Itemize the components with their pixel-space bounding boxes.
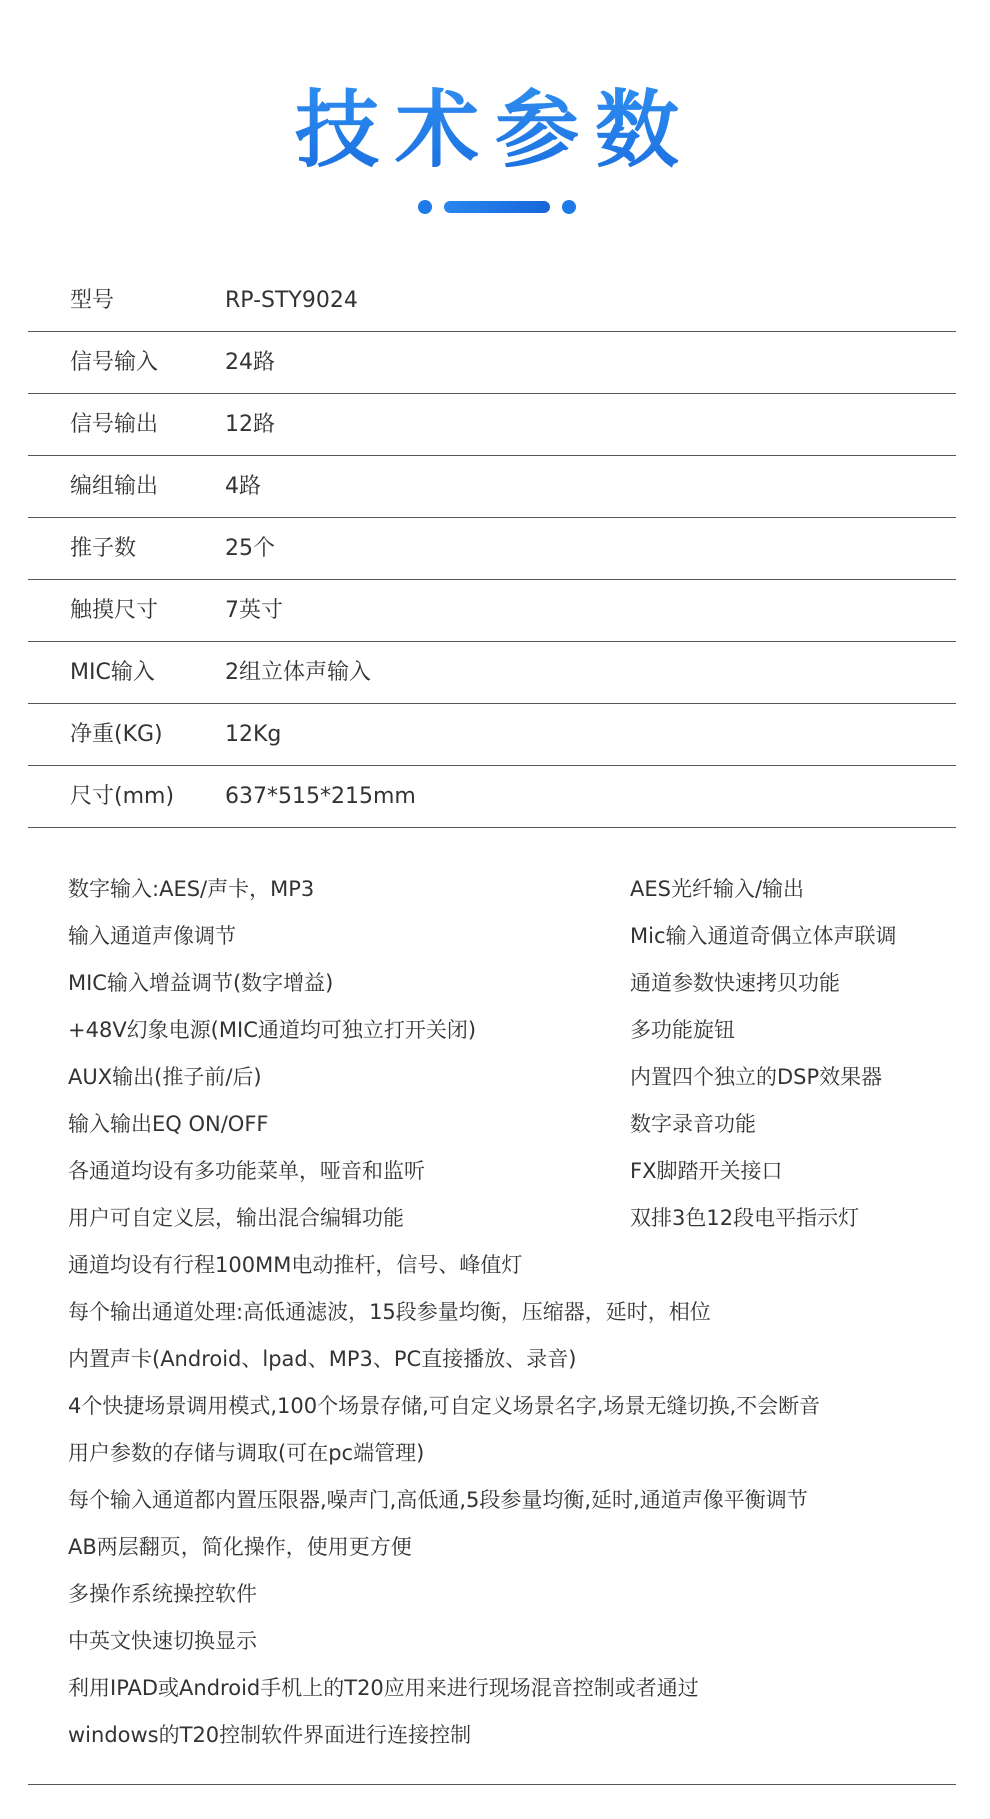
feature-row (68, 1571, 968, 1618)
spec-value: 2组立体声输入 (225, 660, 371, 685)
spec-value: RP-STY9024 (225, 288, 358, 313)
spec-table (28, 270, 956, 828)
spec-value: 7英寸 (225, 598, 283, 623)
spec-row-group-output (28, 456, 956, 518)
feature-item: +48V幻象电源(MIC通道均可独立打开关闭) (68, 1018, 477, 1042)
feature-item: 内置四个独立的DSP效果器 (630, 1065, 883, 1089)
feature-item: 每个输入通道都内置压限器,噪声门,高低通,5段参量均衡,延时,通道声像平衡调节 (68, 1488, 808, 1512)
spec-value: 25个 (225, 536, 275, 561)
spec-value: 24路 (225, 350, 275, 375)
feature-item: AUX输出(推子前/后) (68, 1065, 262, 1089)
feature-row (68, 1430, 968, 1477)
deco-dot-right (562, 200, 576, 214)
feature-item: 通道参数快速拷贝功能 (630, 971, 840, 995)
feature-row (68, 913, 968, 960)
feature-item: 多操作系统操控软件 (68, 1582, 257, 1606)
feature-item: AES光纤输入/输出 (630, 877, 805, 901)
feature-item: 利用IPAD或Android手机上的T20应用来进行现场混音控制或者通过 (68, 1676, 699, 1700)
feature-row (68, 960, 968, 1007)
spec-row-touch-size (28, 580, 956, 642)
spec-row-signal-output (28, 394, 956, 456)
spec-key: 尺寸(mm) (70, 784, 175, 809)
feature-row (68, 1524, 968, 1571)
spec-key: 型号 (70, 288, 115, 313)
feature-item: 输入输出EQ ON/OFF (68, 1112, 269, 1136)
feature-item: FX脚踏开关接口 (630, 1159, 783, 1183)
feature-row (68, 1148, 968, 1195)
spec-row-faders (28, 518, 956, 580)
spec-key: 信号输入 (70, 350, 159, 375)
spec-key: 推子数 (70, 536, 137, 561)
spec-row-net-weight (28, 704, 956, 766)
feature-row (68, 1618, 968, 1665)
feature-row (68, 1712, 968, 1759)
spec-key: MIC输入 (70, 660, 155, 685)
feature-item: 输入通道声像调节 (68, 924, 236, 948)
spec-row-signal-input (28, 332, 956, 394)
title-decoration (0, 200, 990, 214)
spec-value: 637*515*215mm (225, 784, 416, 809)
feature-row (68, 1383, 968, 1430)
feature-row (68, 866, 968, 913)
deco-dot-left (418, 200, 432, 214)
feature-item: 用户参数的存储与调取(可在pc端管理) (68, 1441, 425, 1465)
spec-row-model (28, 270, 956, 332)
feature-row (68, 1007, 968, 1054)
feature-item: 中英文快速切换显示 (68, 1629, 257, 1653)
feature-item: 多功能旋钮 (630, 1018, 735, 1042)
feature-row (68, 1336, 968, 1383)
feature-item: windows的T20控制软件界面进行连接控制 (68, 1723, 472, 1747)
feature-list (68, 866, 968, 1759)
feature-row (68, 1054, 968, 1101)
spec-row-mic-input (28, 642, 956, 704)
feature-item: 用户可自定义层，输出混合编辑功能 (68, 1206, 404, 1230)
spec-value: 12路 (225, 412, 275, 437)
feature-item: 数字录音功能 (630, 1112, 756, 1136)
spec-key: 净重(KG) (70, 722, 163, 747)
page-title: 技术参数 (0, 82, 990, 178)
spec-key: 编组输出 (70, 474, 159, 499)
feature-item: 数字输入:AES/声卡，MP3 (68, 877, 315, 901)
spec-key: 信号输出 (70, 412, 159, 437)
feature-item: 4个快捷场景调用模式,100个场景存储,可自定义场景名字,场景无缝切换,不会断音 (68, 1394, 821, 1418)
feature-row (68, 1665, 968, 1712)
feature-item: AB两层翻页，简化操作，使用更方便 (68, 1535, 412, 1559)
feature-row (68, 1242, 968, 1289)
spec-value: 4路 (225, 474, 261, 499)
feature-item: 通道均设有行程100MM电动推杆，信号、峰值灯 (68, 1253, 523, 1277)
deco-bar (444, 201, 550, 213)
feature-row (68, 1195, 968, 1242)
spec-key: 触摸尺寸 (70, 598, 159, 623)
feature-item: Mic输入通道奇偶立体声联调 (630, 924, 897, 948)
feature-item: 双排3色12段电平指示灯 (630, 1206, 860, 1230)
spec-value: 12Kg (225, 722, 282, 747)
feature-row (68, 1101, 968, 1148)
feature-item: 内置声卡(Android、lpad、MP3、PC直接播放、录音) (68, 1347, 577, 1371)
feature-item: 各通道均设有多功能菜单，哑音和监听 (68, 1159, 425, 1183)
feature-row (68, 1477, 968, 1524)
spec-row-dimensions (28, 766, 956, 828)
feature-item: 每个输出通道处理:高低通滤波，15段参量均衡，压缩器，延时，相位 (68, 1300, 711, 1324)
feature-row (68, 1289, 968, 1336)
bottom-divider (28, 1784, 956, 1785)
feature-item: MIC输入增益调节(数字增益) (68, 971, 334, 995)
